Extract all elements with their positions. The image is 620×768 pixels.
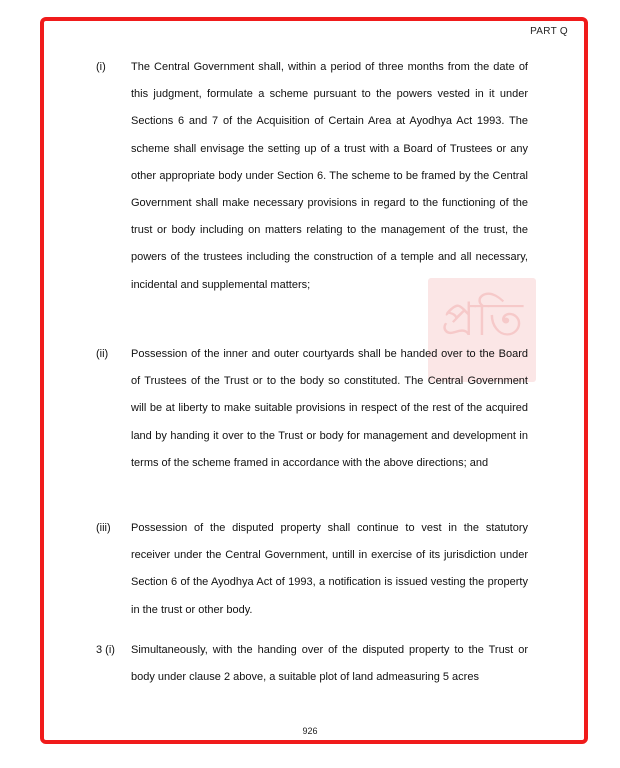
watermark-glyph: প্রতি [440,292,523,346]
clause-text: The Central Government shall, within a period of three months from the date of this judgment, formulate a scheme pursuant to the powers vested in it under Sections 6 and 7 of the Acquisition of Certain Area at Ayodhya Act 1993. The scheme shall envisage the setting up of a trust with a Board of Trustees or any other appropriate body under Section 6. The scheme to be framed by the Central Government shall make necessary provisions in regard to the functioning of the trust or body including on matters relating to the management of the trust, the powers of the trustees including the construction of a temple and all necessary, incidental and supplemental matters; [131,61,528,291]
clause-text: Possession of the inner and outer courtyards shall be handed over to the Board of Trustees of the Trust or to the body so constituted. The Central Government will be at liberty to make suitable provisions in respect of the rest of the acquired land by handing it over to the Trust or body for management and development in terms of the scheme framed in accordance with the above directions; and [131,348,528,469]
clause-ii [96,341,528,477]
page-number: 926 [302,726,318,736]
clause-3-i [96,637,528,691]
clause-text: Possession of the disputed property shall continue to vest in the statutory receiver under the Central Government, untill in exercise of its jurisdiction under Section 6 of the Ayodhya Act of 1993, a notification is issued vesting the property in the trust or other body. [131,522,528,616]
clause-number: (i) [96,61,106,73]
clause-iii [96,515,528,624]
clause-text: Simultaneously, with the handing over of the disputed property to the Trust or body under clause 2 above, a suitable plot of land admeasuring 5 acres [131,644,528,684]
clause-i [96,54,528,299]
clause-number: (ii) [96,348,109,360]
clause-number: (iii) [96,522,111,534]
clause-number: 3 (i) [96,644,115,656]
part-label: PART Q [530,26,568,37]
